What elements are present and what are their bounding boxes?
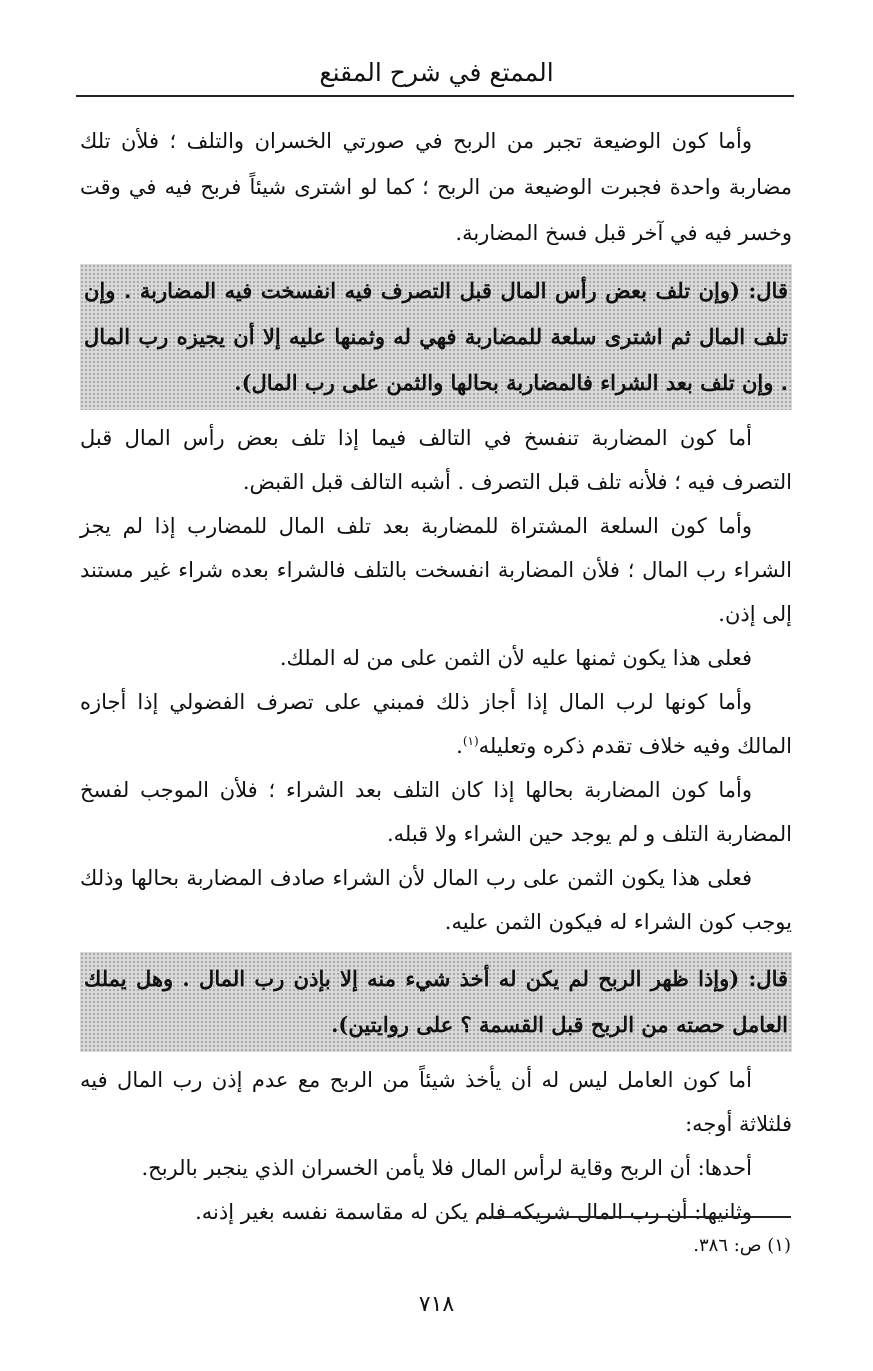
page-number: ٧١٨ bbox=[418, 1292, 455, 1317]
footnote: (١) ص: ٣٨٦. bbox=[693, 1235, 791, 1256]
paragraph: فعلى هذا يكون الثمن على رب المال لأن الشراء صادف المضاربة بحالها وذلك يوجب كون الشراء له فيكون الثمن عليه. bbox=[80, 866, 792, 934]
paragraph: وأما كون الوضيعة تجبر من الربح في صورتي الخسران والتلف ؛ فلأن تلك مضاربة واحدة فجبرت الوضيعة من الربح ؛ كما لو اشترى شيئاً فربح فيه في وقت وخسر فيه في آخر قبل فسخ المضاربة. bbox=[80, 129, 792, 245]
paragraph: أما كون العامل ليس له أن يأخذ شيئاً من الربح مع عدم إذن رب المال فيه فلثلاثة أوجه: bbox=[80, 1068, 792, 1136]
paragraph: وأما كون المضاربة بحالها إذا كان التلف بعد الشراء ؛ فلأن الموجب لفسخ المضاربة التلف و لم يوجد حين الشراء ولا قبله. bbox=[80, 778, 792, 846]
paragraph-text: وأما كونها لرب المال إذا أجاز ذلك فمبني على تصرف الفضولي إذا أجازه المالك وفيه خلاف تقدم ذكره وتعليله bbox=[80, 690, 792, 758]
list-item: وثانيها: أن رب المال شريكه فلم يكن له مقاسمة نفسه بغير إذنه. bbox=[195, 1200, 752, 1224]
paragraph: أما كون المضاربة تنفسخ في التالف فيما إذا تلف بعض رأس المال قبل التصرف فيه ؛ فلأنه تلف قبل التصرف . أشبه التالف قبل القبض. bbox=[80, 426, 792, 494]
paragraph-end: . bbox=[456, 734, 463, 758]
matn-quote-block: قال: (وإن تلف بعض رأس المال قبل التصرف فيه انفسخت فيه المضاربة . وإن تلف المال ثم اشترى سلعة للمضاربة فهي له وثمنها عليه إلا أن يجيزه رب المال . وإن تلف بعد الشراء فالمضاربة بحالها والثمن على رب المال). bbox=[80, 264, 792, 410]
page-body bbox=[80, 118, 792, 1234]
footnote-reference: (١) bbox=[462, 734, 479, 748]
paragraph: وأما كون السلعة المشتراة للمضاربة بعد تلف المال للمضارب إذا لم يجز الشراء رب المال ؛ فلأن المضاربة انفسخت بالتلف فالشراء بعده شراء غير مستند إلى إذن. bbox=[80, 514, 792, 626]
paragraph: فعلى هذا يكون ثمنها عليه لأن الثمن على من له الملك. bbox=[279, 646, 752, 670]
matn-quote-block: قال: (وإذا ظهر الربح لم يكن له أخذ شيء منه إلا بإذن رب المال . وهل يملك العامل حصته من الربح قبل القسمة ؟ على روايتين). bbox=[80, 952, 792, 1052]
header-rule bbox=[76, 95, 794, 97]
running-header-title: الممتع في شرح المقنع bbox=[319, 58, 554, 87]
paragraph-with-footnote bbox=[80, 680, 792, 768]
list-item: أحدها: أن الربح وقاية لرأس المال فلا يأمن الخسران الذي ينجبر بالربح. bbox=[141, 1156, 752, 1180]
footnote-rule bbox=[489, 1216, 791, 1218]
